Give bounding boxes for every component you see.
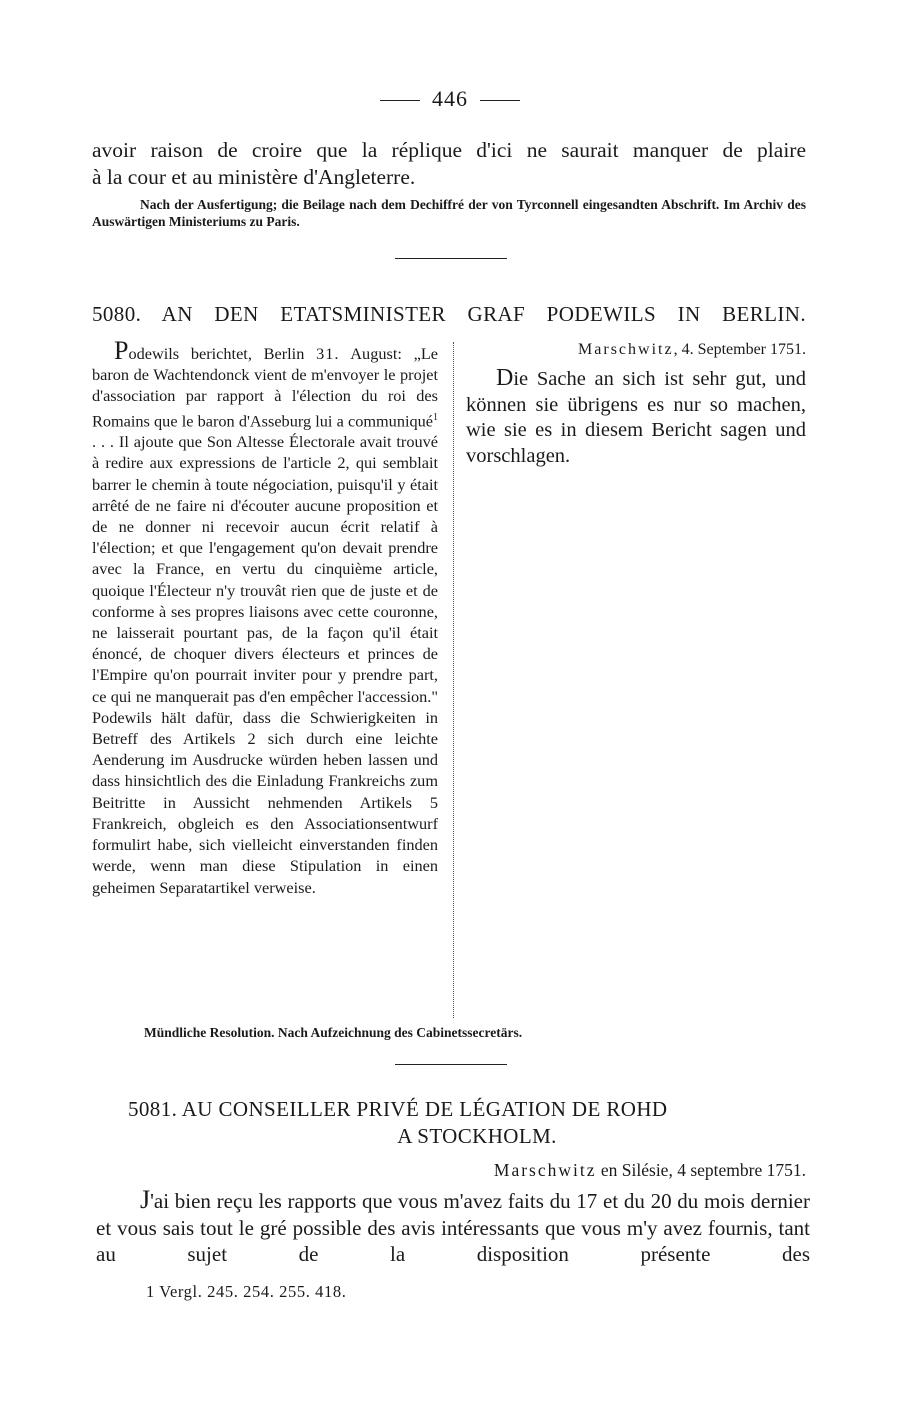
continuation-paragraph (92, 137, 806, 191)
section-divider-2 (395, 1064, 507, 1065)
summary-day: 31. (316, 344, 340, 363)
page-header (0, 86, 900, 112)
dropcap-d: D (496, 365, 514, 391)
continuation-line-2: à la cour et au ministère d'Angleterre. (92, 165, 416, 189)
letter-5081-body (96, 1187, 810, 1268)
column-separator (453, 342, 454, 1018)
page-number: 446 (432, 86, 468, 111)
source-note-2: Mündliche Resolution. Nach Aufzeichnung des Cabinetssecretärs. (144, 1025, 523, 1040)
source-note-1: Nach der Ausfertigung; die Beilage nach dem Dechiffré der von Tyrconnell eingesandten Abschrift. Im Archiv des Auswärtigen Ministeriums zu Paris. (92, 197, 806, 229)
heading-5081-line1: 5081. AU CONSEILLER PRIVÉ DE LÉGATION DE ROHD (128, 1097, 668, 1121)
letter-5081-text: 'ai bien reçu les rapports que vous m'avez faits du 17 et du 20 du mois dernier et vous sais tout le gré possible des avis intéressants que vous m'y avez fournis, tant au sujet de la disposition présente des (96, 1189, 810, 1266)
resolution-date-rest: , 4. September 1751. (673, 341, 806, 358)
summary-column (92, 336, 439, 898)
dropcap-p: P (114, 336, 129, 365)
dropcap-j: J (140, 1185, 151, 1214)
resolution-column (466, 340, 806, 470)
header-dash-left (380, 100, 420, 101)
resolution-text (466, 366, 806, 470)
footnote-1: 1 Vergl. 245. 254. 255. 418. (146, 1282, 347, 1301)
summary-text-a: odewils berichtet, Berlin (128, 344, 317, 363)
heading-5081-line2: A STOCKHOLM. (397, 1124, 557, 1148)
heading-5080: 5080. AN DEN ETATSMINISTER GRAF PODEWILS IN BERLIN. (92, 302, 806, 326)
continuation-line-1: avoir raison de croire que la réplique d'ici ne saurait manquer de plaire (92, 138, 806, 162)
letter-5081-date-place: Marschwitz (493, 1160, 597, 1180)
resolution-date-place: Marschwitz (578, 341, 674, 358)
letter-5081-date (92, 1160, 806, 1181)
section-divider-1 (395, 258, 507, 259)
summary-text-b: August: „Le baron de Wachtendonck vient de m'envoyer le projet d'association par rapport à l'élection du roi des Romains que le baron d'Asseburg lui a communiqué (92, 344, 439, 431)
resolution-date (466, 340, 806, 360)
summary-text-c: . . . Il ajoute que Son Altesse Électorale avait trouvé à redire aux expressions de l'article 2, qui semblait barrer le chemin à toute négociation, puisqu'il y était arrêté de ne faire ni d'écouter aucune proposition et de ne donner ni recevoir aucun écrit relatif à l'élection; et que l'engagement qu'on devait prendre avec la France, en vertu du cinquième article, quoique l'Électeur n'y trouvât rien que de juste et de conforme à ses propres liaisons avec cette couronne, ne laisserait pourtant pas, de la façon qu'il était énoncé, de choquer divers électeurs et princes de l'Empire qu'on pourrait inviter pour y prendre part, ce qui ne manquerait pas d'en empêcher l'accession." Podewils hält dafür, dass die Schwierigkeiten in Betreff des Artikels 2 sich durch eine leichte Aenderung im Ausdrucke würden heben lassen und dass hinsichtlich des die Einladung Frankreichs zum Beitritte in Aussicht nehmenden Artikels 5 Frankreich, obgleich es den Associationsentwurf formulirt habe, sich vielleicht einverstanden finden werde, wenn man diese Stipulation in einen geheimen Separatartikel verweise. (92, 432, 438, 897)
letter-5081-date-rest: en Silésie, 4 septembre 1751. (596, 1160, 806, 1180)
resolution-body: ie Sache an sich ist sehr gut, und können sie übrigens es nur so machen, wie sie es in diesem Bericht sagen und vorschlagen. (466, 368, 806, 468)
header-dash-right (480, 100, 520, 101)
footnote-ref-1: 1 (433, 411, 438, 423)
